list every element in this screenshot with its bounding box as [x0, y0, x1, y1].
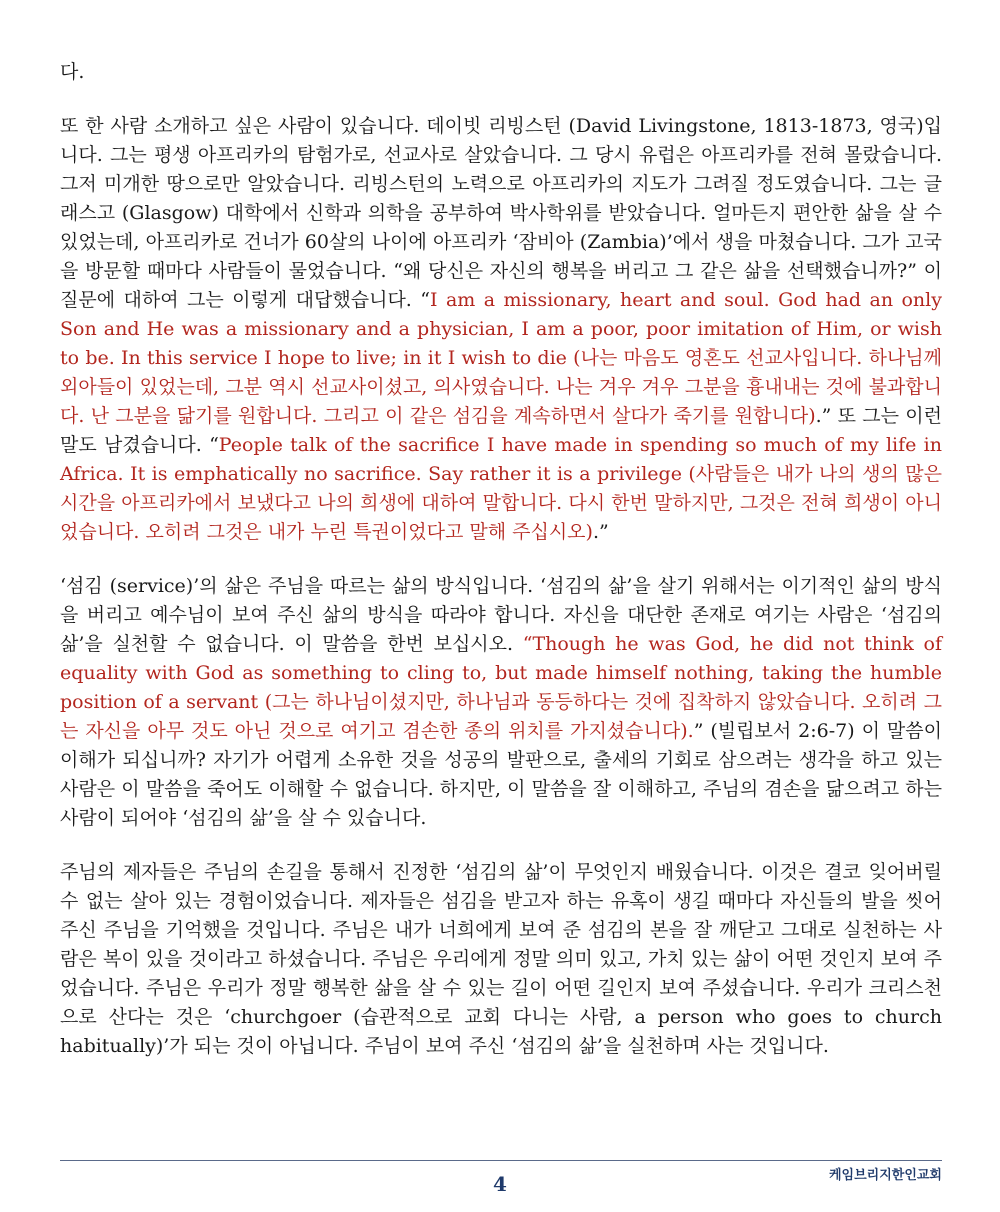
paragraph	[60, 858, 942, 1061]
paragraph	[60, 112, 942, 547]
paragraph	[60, 572, 942, 833]
quote-text: People talk of the sacrifice I have made in spending so much of my life in Africa. It is emphatically no sacrifice. Say rather it is a privilege (사람들은 내가 나의 생의 많은 시간을 아프리카에서 보냈다고 나의 희생에 대하여 말합니다. 다시 한번 말하지만, 그것은 전혀 희생이 아니었습니다. 오히려 그것은 내가 누린 특권이었다고 말해 주십시오)	[60, 434, 942, 543]
church-name: 케임브리지한인교회	[828, 1168, 942, 1183]
quote-text: “Though he was God, he did not think of equality with God as something to cling to, but made himself nothing, taking the humble position of a servant (그는 하나님이셨지만, 하나님과 동등하다는 것에 집착하지 않았습니다. 오히려 그는 자신을 아무 것도 아닌 것으로 여기고 겸손한 종의 위치를 가지셨습니다).	[60, 633, 942, 742]
paragraph-text: 또 한 사람 소개하고 싶은 사람이 있습니다. 데이빗 리빙스턴 (David Livingstone, 1813-1873, 영국)입니다. 그는 평생 아프리카의 탐험가로, 선교사로 살았습니다. 그 당시 유럽은 아프리카를 전혀 몰랐습니다. 그저 미개한 땅으로만 알았습니다. 리빙스턴의 노력으로 아프리카의 지도가 그려질 정도였습니다. 그는 글래스고 (Glasgow) 대학에서 신학과 의학을 공부하여 박사학위를 받았습니다. 얼마든지 편안한 삶을 살 수 있었는데, 아프리카로 건너가 60살의 나이에 아프리카 ‘잠비아 (Zambia)’에서 생을 마쳤습니다. 그가 고국을 방문할 때마다 사람들이 물었습니다. “왜 당신은 자신의 행복을 버리고 그 같은 삶을 선택했습니까?” 이 질문에 대하여 그는 이렇게 대답했습니다. “	[60, 115, 942, 311]
paragraph-text: 주님의 제자들은 주님의 손길을 통해서 진정한 ‘섬김의 삶’이 무엇인지 배웠습니다. 이것은 결코 잊어버릴 수 없는 살아 있는 경험이었습니다. 제자들은 섬김을 받고자 하는 유혹이 생길 때마다 자신들의 발을 씻어 주신 주님을 기억했을 것입니다. 주님은 내가 너희에게 보여 준 섬김의 본을 잘 깨닫고 그대로 실천하는 사람은 복이 있을 것이라고 하셨습니다. 주님은 우리에게 정말 의미 있고, 가치 있는 삶이 어떤 것인지 보여 주었습니다. 주님은 우리가 정말 행복한 삶을 살 수 있는 길이 어떤 길인지 보여 주셨습니다. 우리가 크리스천으로 산다는 것은 ‘churchgoer (습관적으로 교회 다니는 사람, a person who goes to church habitually)’가 되는 것이 아닙니다. 주님이 보여 주신 ‘섬김의 삶’을 실천하며 사는 것입니다.	[60, 861, 942, 1057]
paragraph-text: ” (빌립보서 2:6-7) 이 말씀이 이해가 되십니까? 자기가 어렵게 소유한 것을 성공의 발판으로, 출세의 기회로 삼으려는 생각을 하고 있는 사람은 이 말씀을 죽어도 이해할 수 없습니다. 하지만, 이 말씀을 잘 이해하고, 주님의 겸손을 닮으려고 하는 사람이 되어야 ‘섬김의 삶’을 살 수 있습니다.	[60, 720, 942, 829]
paragraph-text: .” 또 그는 이런 말도 남겼습니다. “	[60, 405, 942, 456]
paragraph-text: .”	[592, 521, 609, 543]
body-text	[60, 58, 942, 1086]
footer-divider	[60, 1160, 942, 1161]
paragraph-text: ‘섬김 (service)’의 삶은 주님을 따르는 삶의 방식입니다. ‘섬김의 삶’을 살기 위해서는 이기적인 삶의 방식을 버리고 예수님이 보여 주신 삶의 방식을 따라야 합니다. 자신을 대단한 존재로 여기는 사람은 ‘섬김의 삶’을 실천할 수 없습니다. 이 말씀을 한번 보십시오.	[60, 575, 942, 655]
page-number: 4	[493, 1172, 507, 1196]
quote-text: I am a missionary, heart and soul. God had an only Son and He was a missionary and a physician, I am a poor, poor imitation of Him, or wish to be. In this service I hope to live; in it I wish to die (나는 마음도 영혼도 선교사입니다. 하나님께 외아들이 있었는데, 그분 역시 선교사이셨고, 의사였습니다. 나는 겨우 겨우 그분을 흉내내는 것에 불과합니다. 난 그분을 닮기를 원합니다. 그리고 이 같은 섬김을 계속하면서 살다가 죽기를 원합니다)	[60, 289, 942, 427]
paragraph	[60, 58, 942, 87]
paragraph-text: 다.	[60, 61, 85, 83]
